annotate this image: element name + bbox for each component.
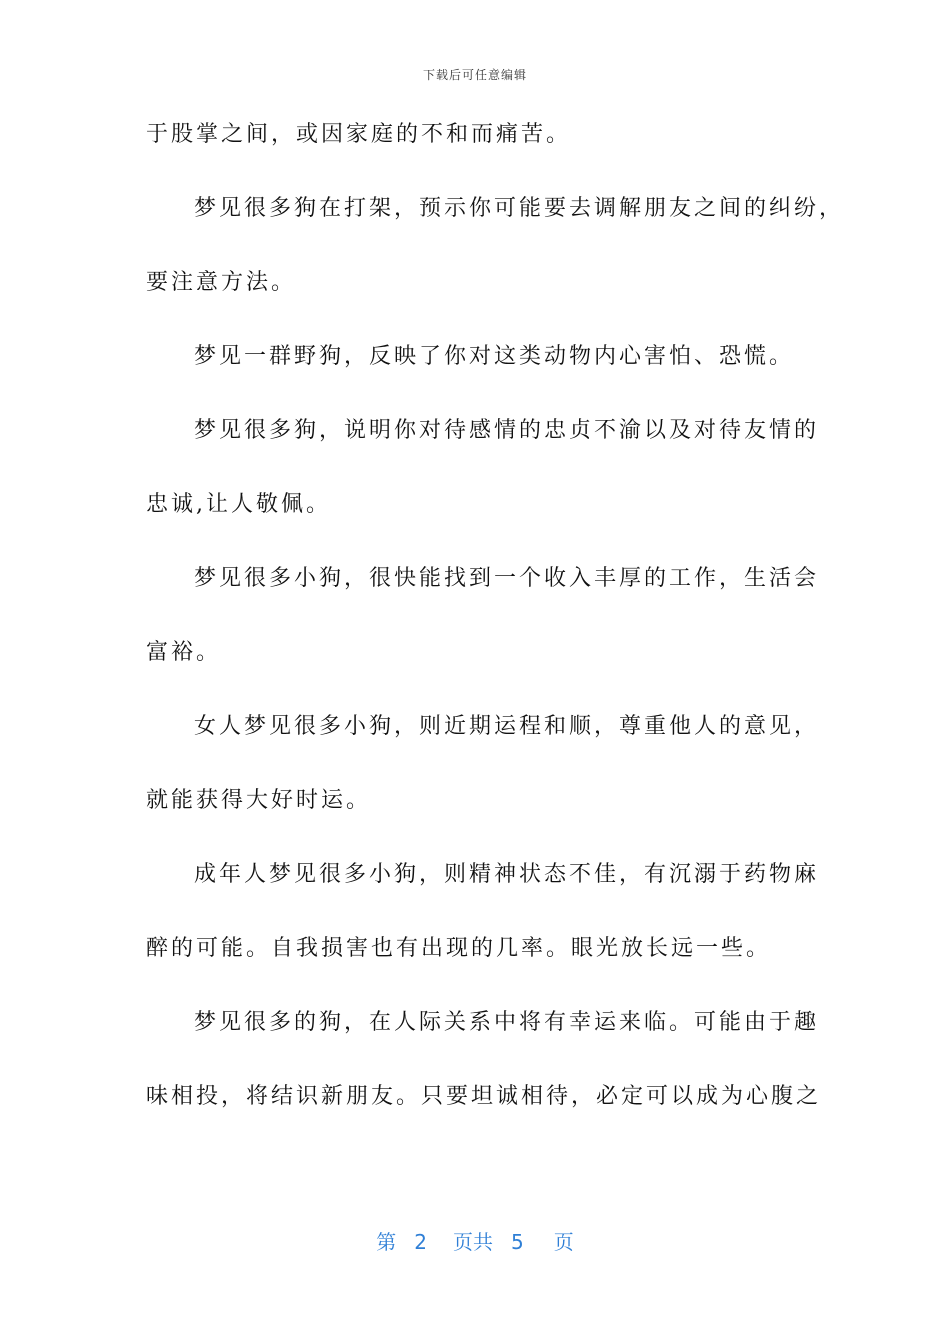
paragraph-line: 梦见很多小狗，很快能找到一个收入丰厚的工作，生活会 [194,566,820,591]
paragraph-line: 梦见一群野狗，反映了你对这类动物内心害怕、恐慌。 [194,344,795,369]
paragraph-line: 梦见很多狗在打架，预示你可能要去调解朋友之间的纠纷， [194,196,845,221]
paragraph-line: 成年人梦见很多小狗，则精神状态不佳，有沉溺于药物麻 [194,862,820,887]
total-pages-number: 5 [511,1230,524,1254]
page-prefix: 第 [376,1230,397,1254]
text-line: 于股掌之间，或因家庭的不和而痛苦。 [146,122,572,147]
text-line: 就能获得大好时运。 [146,788,372,813]
text-line: 忠诚,让人敬佩。 [146,492,331,517]
page-header: 下载后可任意编辑 [422,68,527,82]
page-suffix: 页 [553,1230,574,1254]
paragraph-line: 梦见很多的狗，在人际关系中将有幸运来临。可能由于趣 [194,1010,820,1035]
paragraph-line: 梦见很多狗，说明你对待感情的忠贞不渝以及对待友情的 [194,418,820,443]
text-line: 醉的可能。自我损害也有出现的几率。眼光放长远一些。 [146,936,772,961]
paragraph-line: 女人梦见很多小狗，则近期运程和顺，尊重他人的意见， [194,714,820,739]
text-line: 要注意方法。 [146,270,297,295]
text-line: 味相投，将结识新朋友。只要坦诚相待，必定可以成为心腹之 [146,1084,822,1109]
page-footer [0,1226,950,1255]
page-total-label: 页共 [453,1230,493,1254]
text-line: 富裕。 [146,640,222,665]
current-page-number: 2 [414,1230,427,1254]
